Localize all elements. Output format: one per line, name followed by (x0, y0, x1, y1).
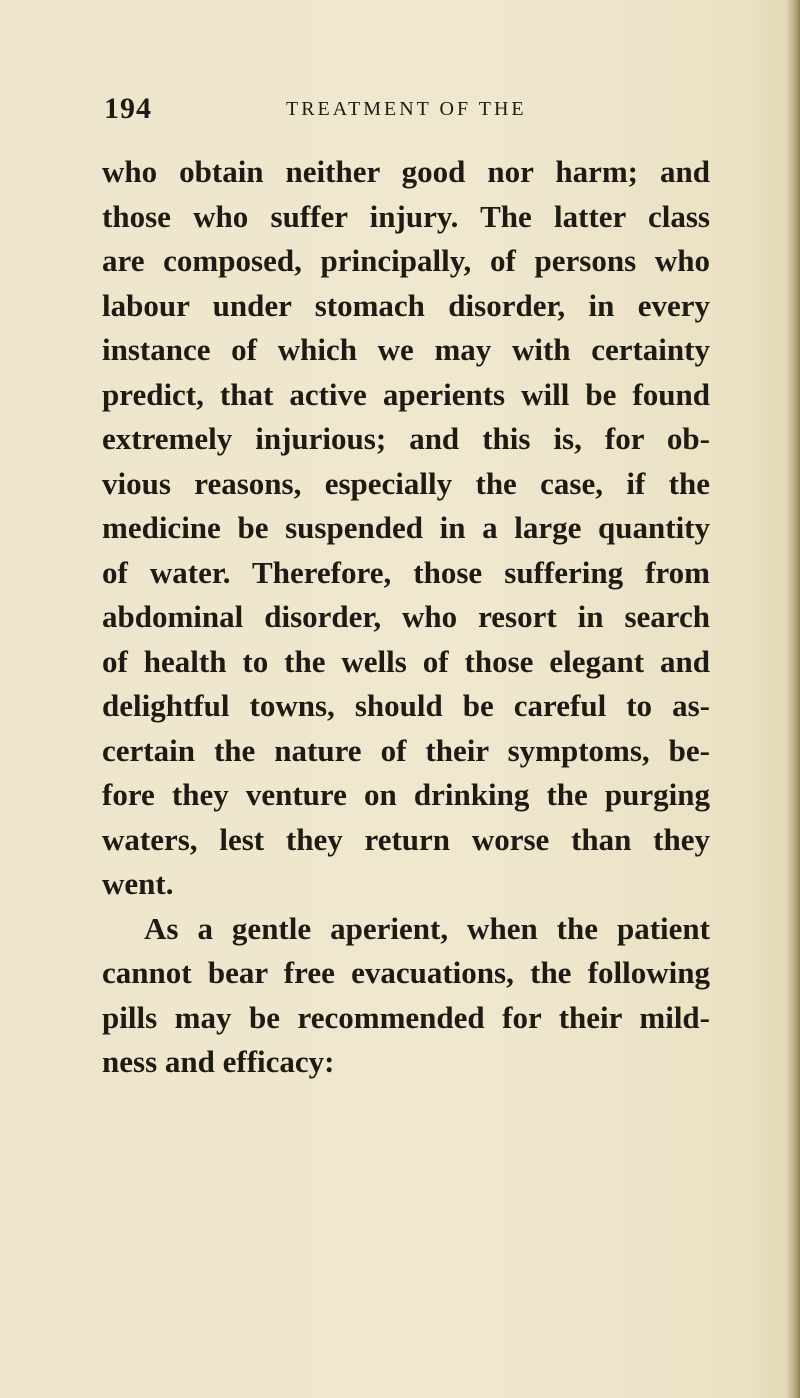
text-line: instance of which we may with certainty (102, 332, 710, 367)
text-line: went. (102, 866, 174, 901)
body-text (102, 150, 710, 1085)
text-line: pills may be recommended for their mild- (102, 999, 710, 1035)
text-line: cannot bear free evacuations, the following (102, 955, 710, 990)
page-edge-shadow (786, 0, 800, 1398)
text-line: medicine be suspended in a large quantity (102, 510, 710, 545)
text-line: of water. Therefore, those suffering from (102, 554, 710, 590)
text-line: of health to the wells of those elegant and (102, 643, 710, 679)
text-line: ness and efficacy: (102, 1044, 335, 1079)
text-line: waters, lest they return worse than they (102, 821, 710, 857)
text-line: those who suffer injury. The latter class (102, 198, 710, 234)
text-line: predict, that active aperients will be found (102, 376, 710, 412)
text-line: abdominal disorder, who resort in search (102, 599, 710, 634)
text-line: extremely injurious; and this is, for ob- (102, 421, 710, 456)
text-line: certain the nature of their symptoms, be- (102, 732, 710, 768)
running-title: TREATMENT OF THE (286, 98, 527, 120)
text-line: are composed, principally, of persons who (102, 243, 710, 278)
text-line: As a gentle aperient, when the patient (144, 910, 710, 946)
text-line: who obtain neither good nor harm; and (102, 154, 710, 189)
text-line: fore they venture on drinking the purging (102, 777, 710, 812)
page-number: 194 (104, 92, 152, 125)
running-head (104, 92, 704, 132)
text-line: delightful towns, should be careful to as- (102, 688, 710, 723)
text-line: vious reasons, especially the case, if the (102, 465, 710, 501)
text-line: labour under stomach disorder, in every (102, 287, 710, 323)
